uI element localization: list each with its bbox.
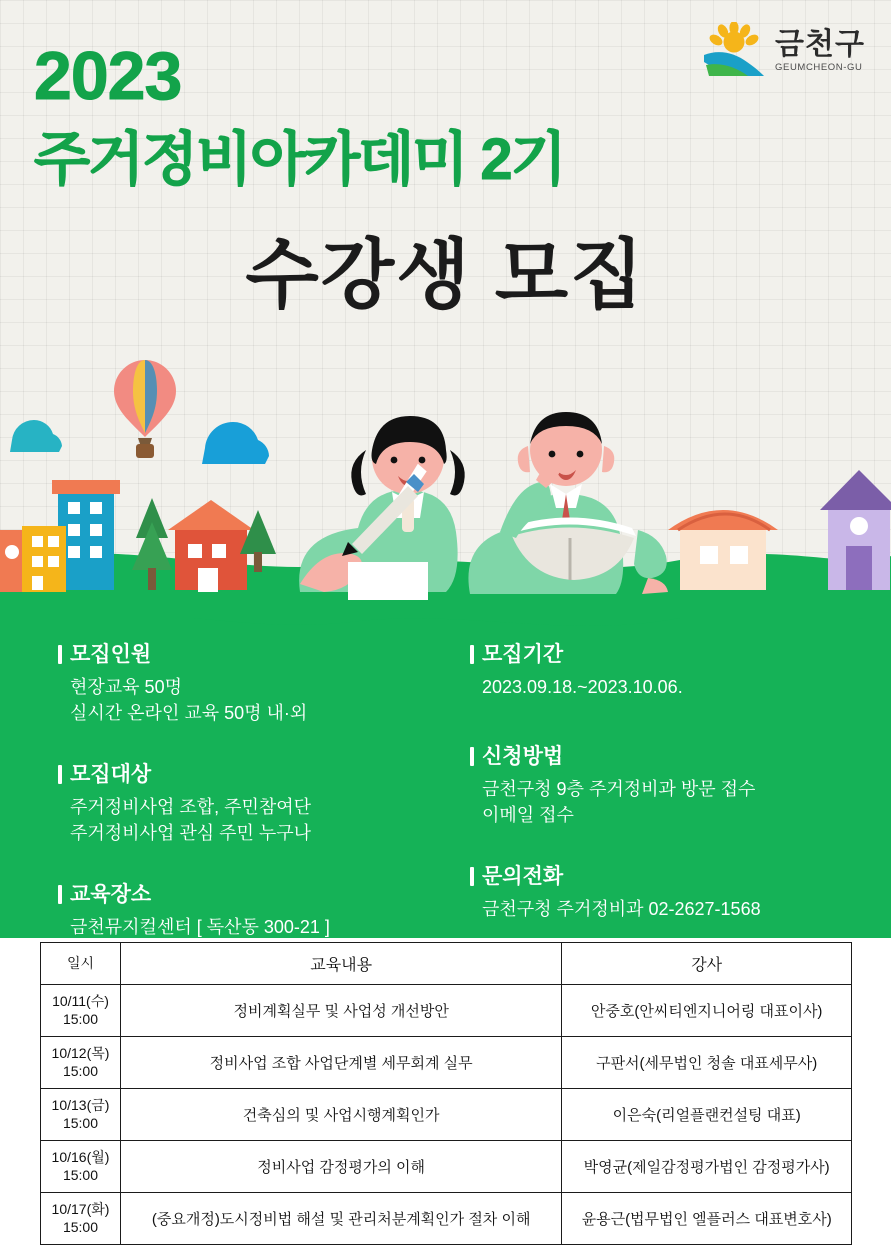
- cell-time-text: 15:00: [62, 1218, 98, 1235]
- info-column-left: [58, 644, 458, 956]
- title-bar-icon: [58, 645, 62, 664]
- logo-name: 금천구: [775, 27, 865, 61]
- info-title-text: 모집기간: [482, 643, 564, 666]
- cell-content: 건축심의 및 사업시행계획인가: [120, 1089, 561, 1141]
- hot-air-balloon-icon: [114, 360, 176, 458]
- cell-date: [41, 1089, 121, 1141]
- info-block-period: [470, 644, 880, 700]
- schedule-table-wrapper: [40, 942, 852, 1245]
- table-row: [41, 985, 852, 1037]
- cell-date: [41, 985, 121, 1037]
- info-column-right: [470, 644, 880, 938]
- info-line: 금천구청 9층 주거정비과 방문 접수: [482, 779, 756, 800]
- schedule-table-head: [41, 943, 852, 985]
- schedule-table: [40, 942, 852, 1245]
- title-bar-icon: [470, 645, 474, 664]
- cell-content: 정비사업 감정평가의 이해: [120, 1141, 561, 1193]
- illustration-svg: [0, 330, 891, 640]
- column-header-lecturer: 강사: [562, 943, 852, 985]
- info-block-contact: [470, 866, 880, 922]
- cell-lecturer: 구판서(세무법인 청솔 대표세무사): [562, 1037, 852, 1089]
- table-header-row: [41, 943, 852, 985]
- cell-date-text: 10/16(월): [51, 1149, 110, 1165]
- column-header-date: 일시: [41, 943, 121, 985]
- geumcheon-gu-logo: [703, 22, 865, 80]
- table-row: [41, 1141, 852, 1193]
- info-title-text: 문의전화: [482, 865, 564, 889]
- cell-date-text: 10/11(수): [52, 993, 109, 1009]
- cell-date: [41, 1037, 121, 1089]
- cell-date-text: 10/13(금): [51, 1097, 110, 1113]
- table-row: [41, 1193, 852, 1245]
- info-title-text: 교육장소: [70, 883, 152, 907]
- schedule-table-body: [41, 985, 852, 1245]
- title-bar-icon: [58, 885, 62, 904]
- info-title-contact: [470, 866, 868, 887]
- info-title-text: 모집인원: [70, 643, 152, 666]
- illustration: [0, 330, 891, 640]
- info-block-howto: [470, 746, 880, 828]
- cell-date: [41, 1141, 121, 1193]
- info-line: 2023.09.18.~2023.10.06.: [482, 677, 683, 697]
- logo-subtitle: GEUMCHEON-GU: [775, 61, 863, 73]
- cell-date-text: 10/12(목): [51, 1045, 110, 1061]
- title-bar-icon: [470, 867, 474, 886]
- info-title-text: 모집대상: [70, 763, 152, 787]
- info-line: 현장교육 50명: [70, 677, 182, 697]
- info-block-target: [58, 764, 458, 846]
- cell-lecturer: 윤용근(법무법인 엘플러스 대표변호사): [562, 1193, 852, 1245]
- cell-lecturer: 박영균(제일감정평가법인 감정평가사): [562, 1141, 852, 1193]
- student-reading-icon: [468, 412, 668, 594]
- info-title-text: 신청방법: [482, 745, 564, 769]
- cell-content: 정비계획실무 및 사업성 개선방안: [120, 985, 561, 1037]
- sunflower-logo-icon: [703, 22, 765, 80]
- info-block-venue: [58, 884, 458, 940]
- cell-date: [41, 1193, 121, 1245]
- cell-lecturer: 이은숙(리얼플랜컨설팅 대표): [562, 1089, 852, 1141]
- title-bar-icon: [470, 747, 474, 766]
- info-line: 이메일 접수: [482, 805, 574, 826]
- info-line: 금천구청 주거정비과 02-2627-1568: [482, 899, 761, 920]
- sunflower-logo-svg: [703, 22, 765, 80]
- info-title-target: [58, 764, 446, 785]
- cell-time-text: 15:00: [62, 1114, 98, 1131]
- info-title-venue: [58, 884, 446, 905]
- cell-time-text: 15:00: [62, 1166, 98, 1183]
- title-bar-icon: [58, 765, 62, 784]
- headline-recruit: 수강생 모집: [245, 233, 646, 318]
- info-title-period: [470, 644, 868, 665]
- student-writing-icon: [299, 416, 465, 600]
- info-block-capacity: [58, 644, 458, 726]
- info-line: 주거정비사업 조합, 주민참여단: [70, 797, 312, 818]
- cell-time-text: 15:00: [62, 1010, 98, 1027]
- logo-text: [775, 27, 865, 73]
- info-line: 주거정비사업 관심 주민 누구나: [70, 823, 312, 844]
- info-title-howto: [470, 746, 868, 767]
- info-line: 금천뮤지컬센터 [ 독산동 300-21 ]: [70, 917, 330, 938]
- table-row: [41, 1037, 852, 1089]
- table-row: [41, 1089, 852, 1141]
- info-title-capacity: [58, 644, 446, 665]
- column-header-content: 교육내용: [120, 943, 561, 985]
- info-line: 실시간 온라인 교육 50명 내·외: [70, 703, 308, 724]
- headline-program: 주거정비아카데미 2기: [34, 127, 565, 192]
- cell-content: (중요개정)도시정비법 해설 및 관리처분계획인가 절차 이해: [120, 1193, 561, 1245]
- cell-content: 정비사업 조합 사업단계별 세무회계 실무: [120, 1037, 561, 1089]
- headline-year: 2023: [34, 38, 182, 114]
- cell-time-text: 15:00: [62, 1062, 98, 1079]
- info-section: [0, 618, 891, 938]
- cell-lecturer: 안중호(안씨티엔지니어링 대표이사): [562, 985, 852, 1037]
- cell-date-text: 10/17(화): [51, 1201, 110, 1217]
